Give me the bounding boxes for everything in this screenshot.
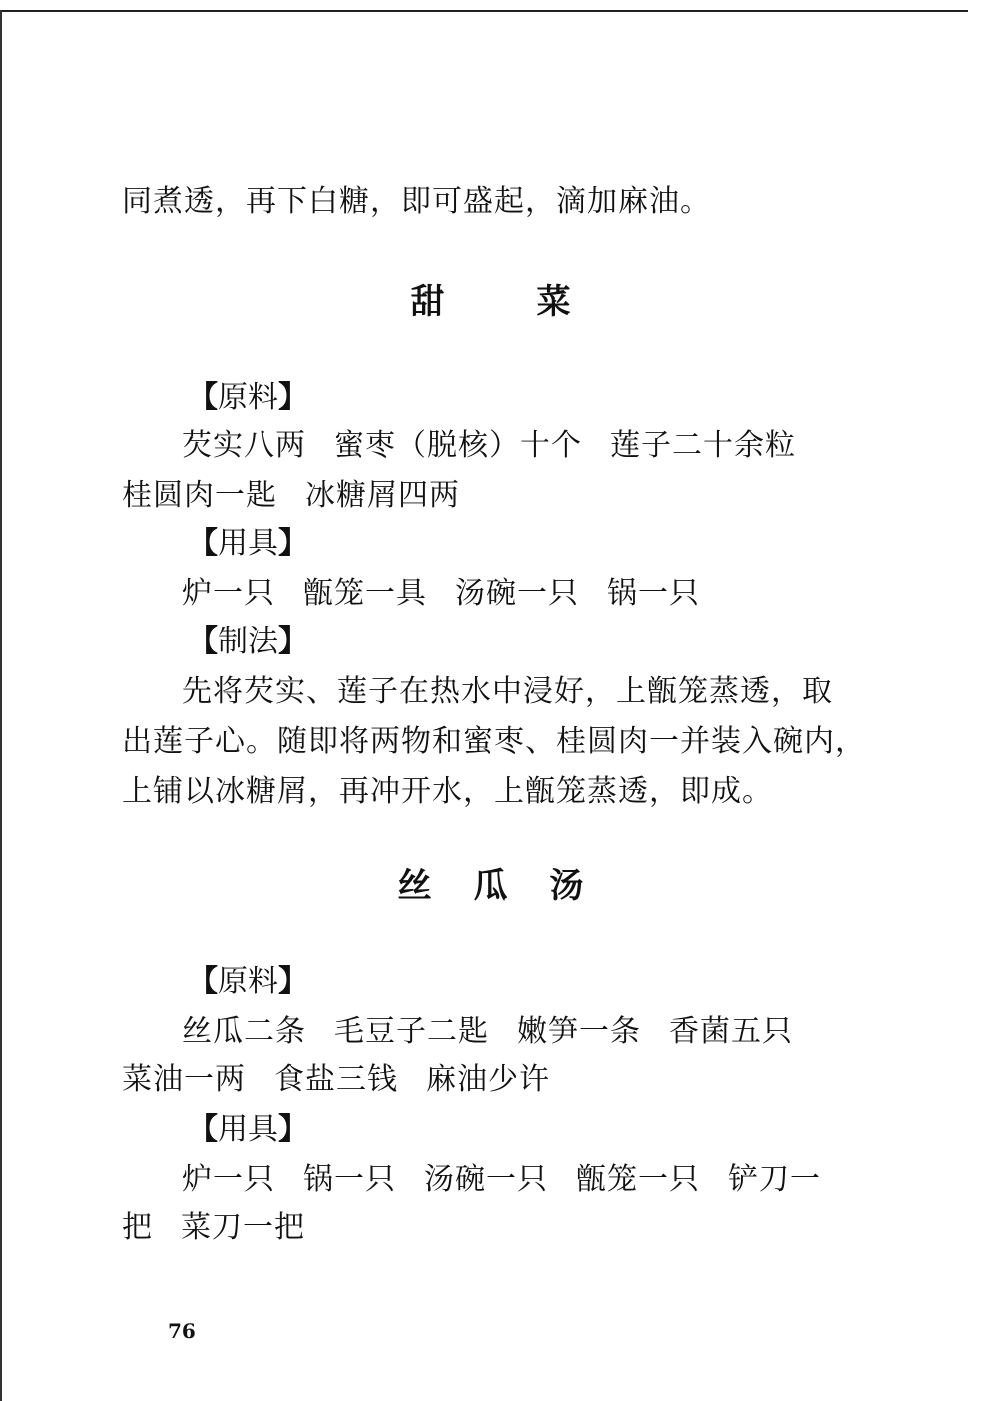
tool-item: 汤碗一只 bbox=[455, 576, 579, 611]
tools-label: 【用具】 bbox=[188, 526, 308, 561]
ingredients-line bbox=[122, 1060, 550, 1100]
ingredient-item: 嫩笋一条 bbox=[517, 1014, 641, 1049]
tool-item: 炉一只 bbox=[182, 1162, 275, 1197]
ingredients-line bbox=[182, 1012, 793, 1052]
continuation-text: 同煮透，再下白糖，即可盛起，滴加麻油。 bbox=[122, 184, 711, 219]
tool-item: 把 bbox=[122, 1210, 153, 1245]
tools-line bbox=[182, 574, 700, 614]
title-char: 甜 bbox=[410, 282, 447, 322]
ingredients-line bbox=[182, 426, 796, 466]
ingredient-item: 丝瓜二条 bbox=[182, 1014, 306, 1049]
tools-line bbox=[122, 1208, 305, 1248]
ingredient-item: 毛豆子二匙 bbox=[334, 1014, 489, 1049]
recipe-title-tiancai bbox=[0, 280, 983, 324]
ingredient-item: 芡实八两 bbox=[182, 428, 306, 463]
ingredient-item: 香菌五只 bbox=[669, 1014, 793, 1049]
tool-item: 炉一只 bbox=[182, 576, 275, 611]
method-line: 出莲子心。随即将两物和蜜枣、桂圆肉一并装入碗内， bbox=[122, 724, 866, 759]
method-label: 【制法】 bbox=[188, 624, 308, 659]
tool-item: 汤碗一只 bbox=[424, 1162, 548, 1197]
method-line: 上铺以冰糖屑，再冲开水，上甑笼蒸透，即成。 bbox=[122, 774, 773, 809]
tool-item: 锅一只 bbox=[303, 1162, 396, 1197]
ingredient-item: 菜油一两 bbox=[122, 1062, 246, 1097]
ingredients-line bbox=[122, 476, 460, 516]
tool-item: 甑笼一只 bbox=[576, 1162, 700, 1197]
ingredient-item: 桂圆肉一匙 bbox=[122, 478, 277, 513]
ingredient-item: 蜜枣（脱核）十个 bbox=[334, 428, 582, 463]
tools-line bbox=[182, 1160, 821, 1200]
page-number: 76 bbox=[168, 1319, 196, 1343]
ingredients-label: 【原料】 bbox=[188, 964, 308, 999]
tool-item: 铲刀一 bbox=[728, 1162, 821, 1197]
ingredient-item: 食盐三钱 bbox=[274, 1062, 398, 1097]
tool-item: 锅一只 bbox=[607, 576, 700, 611]
tool-item: 菜刀一把 bbox=[181, 1210, 305, 1245]
title-char: 瓜 bbox=[473, 866, 510, 906]
tools-label: 【用具】 bbox=[188, 1112, 308, 1147]
ingredient-item: 冰糖屑四两 bbox=[305, 478, 460, 513]
ingredient-item: 莲子二十余粒 bbox=[610, 428, 796, 463]
ingredient-item: 麻油少许 bbox=[426, 1062, 550, 1097]
tool-item: 甑笼一具 bbox=[303, 576, 427, 611]
title-char: 丝 bbox=[397, 866, 434, 906]
ingredients-label: 【原料】 bbox=[188, 380, 308, 415]
method-line: 先将芡实、莲子在热水中浸好，上甑笼蒸透，取 bbox=[182, 674, 833, 709]
title-char: 汤 bbox=[549, 866, 586, 906]
title-char: 菜 bbox=[536, 282, 573, 322]
recipe-title-sigua-tang bbox=[0, 864, 983, 908]
